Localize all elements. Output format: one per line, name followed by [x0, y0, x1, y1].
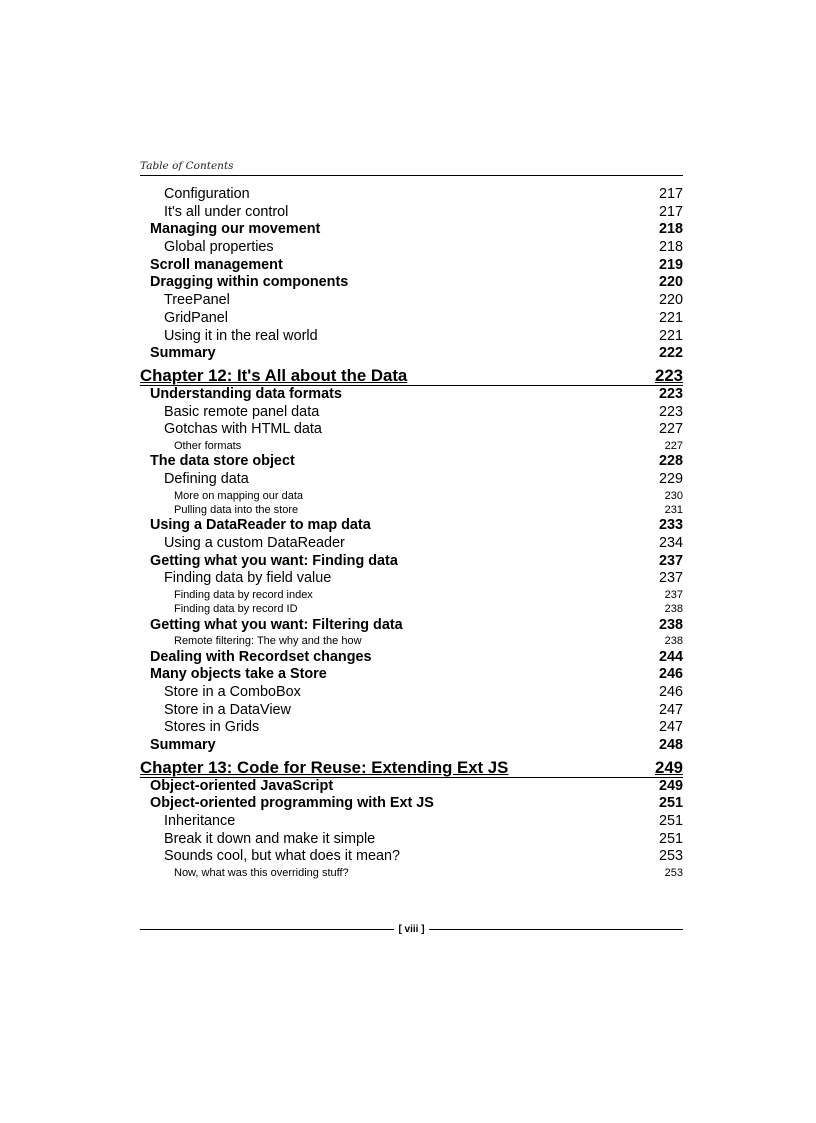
toc-entry-page: 237 [658, 552, 683, 569]
toc-entry-page: 233 [658, 517, 683, 534]
running-header: Table of Contents [140, 160, 234, 172]
toc-entry-page: 220 [658, 292, 683, 309]
toc-entry[interactable] [140, 274, 683, 292]
toc-entry-page: 247 [658, 701, 683, 718]
toc-entry-title: Using it in the real world [164, 327, 318, 344]
toc-entry-title: Many objects take a Store [150, 666, 327, 683]
toc-entry-title: Chapter 13: Code for Reuse: Extending Ext JS [140, 757, 509, 777]
toc-entry-page: 253 [664, 867, 683, 880]
toc-entry-page: 217 [658, 186, 683, 202]
toc-entry-title: Sounds cool, but what does it mean? [164, 848, 400, 865]
toc-entry-page: 234 [658, 534, 683, 551]
toc-entry-title: Finding data by field value [164, 570, 332, 587]
toc-entry-page: 244 [658, 648, 683, 665]
toc-entry-title: Pulling data into the store [174, 503, 299, 516]
toc-entry[interactable] [140, 719, 683, 737]
footer-rule-left [140, 929, 394, 930]
toc-entry[interactable] [140, 471, 683, 489]
toc-entry[interactable] [140, 602, 683, 616]
toc-entry[interactable] [140, 848, 683, 866]
toc-entry[interactable] [140, 737, 683, 755]
toc-entry-title: Using a DataReader to map data [150, 517, 371, 534]
toc-entry-page: 229 [658, 470, 683, 487]
toc-entry[interactable] [140, 866, 683, 880]
toc-entry-title: Chapter 12: It's All about the Data [140, 365, 408, 385]
toc-entry[interactable] [140, 204, 683, 222]
toc-entry-page: 251 [658, 795, 683, 812]
toc-entry-title: Global properties [164, 239, 274, 256]
toc-entry-page: 223 [658, 385, 683, 402]
toc-entry-page: 219 [658, 256, 683, 273]
footer-rule-right [429, 929, 683, 930]
toc-entry-page: 231 [664, 503, 683, 516]
toc-entry[interactable] [140, 795, 683, 813]
toc-entry[interactable] [140, 570, 683, 588]
toc-entry-page: 221 [658, 327, 683, 344]
toc-entry[interactable] [140, 292, 683, 310]
toc-entry[interactable] [140, 453, 683, 471]
toc-entry-page: 221 [658, 309, 683, 326]
page-number: [ viii ] [398, 923, 425, 935]
toc-entry-title: Object-oriented programming with Ext JS [150, 795, 434, 812]
toc-entry-page: 217 [658, 203, 683, 220]
toc-entry-page: 223 [658, 403, 683, 420]
toc-entry-page: 249 [655, 757, 683, 777]
toc-chapter-entry[interactable] [140, 367, 683, 386]
toc-entry-title: Break it down and make it simple [164, 830, 376, 847]
toc-entry-title: Now, what was this overriding stuff? [174, 867, 349, 880]
toc-entry-title: Dealing with Recordset changes [150, 648, 372, 665]
toc-entry-title: Gotchas with HTML data [164, 421, 322, 438]
toc-entry[interactable] [140, 186, 683, 204]
toc-entry-page: 218 [658, 239, 683, 256]
toc-entry-page: 228 [658, 453, 683, 470]
toc-entry-title: Summary [150, 736, 216, 753]
toc-entry-title: Summary [150, 345, 216, 362]
page-footer [140, 921, 683, 937]
toc-entry-title: Defining data [164, 470, 249, 487]
toc-entry[interactable] [140, 684, 683, 702]
toc-entry-title: The data store object [150, 453, 295, 470]
toc-entry-title: More on mapping our data [174, 489, 304, 502]
toc-entry-title: Configuration [164, 186, 250, 202]
toc-entry-title: Store in a ComboBox [164, 683, 301, 700]
toc-entry-page: 253 [658, 848, 683, 865]
toc-entry-title: Using a custom DataReader [164, 534, 345, 551]
toc-entry-page: 230 [664, 489, 683, 502]
header-rule [140, 175, 683, 176]
toc-entry-title: Store in a DataView [164, 701, 291, 718]
toc-entry[interactable] [140, 535, 683, 553]
table-of-contents [140, 186, 683, 880]
toc-entry-title: Stores in Grids [164, 719, 260, 736]
toc-entry[interactable] [140, 649, 683, 667]
toc-entry-title: Inheritance [164, 813, 236, 830]
toc-entry[interactable] [140, 778, 683, 796]
toc-entry[interactable] [140, 345, 683, 363]
toc-entry-page: 248 [658, 736, 683, 753]
toc-entry[interactable] [140, 813, 683, 831]
toc-entry[interactable] [140, 831, 683, 849]
toc-entry-page: 218 [658, 221, 683, 238]
toc-entry[interactable] [140, 588, 683, 602]
toc-entry-title: Understanding data formats [150, 385, 342, 402]
toc-entry[interactable] [140, 328, 683, 346]
toc-entry[interactable] [140, 239, 683, 257]
toc-entry-title: TreePanel [164, 292, 230, 309]
toc-entry-page: 238 [664, 635, 683, 648]
toc-entry-page: 223 [655, 365, 683, 385]
toc-entry-page: 251 [658, 830, 683, 847]
toc-entry-title: Object-oriented JavaScript [150, 777, 334, 794]
toc-entry[interactable] [140, 702, 683, 720]
toc-entry[interactable] [140, 221, 683, 239]
toc-entry[interactable] [140, 553, 683, 571]
toc-chapter-entry[interactable] [140, 759, 683, 778]
toc-entry-title: Getting what you want: Finding data [150, 552, 398, 569]
toc-entry-title: Managing our movement [150, 221, 321, 238]
toc-entry-title: Getting what you want: Filtering data [150, 616, 403, 633]
toc-entry-title: Other formats [174, 439, 242, 452]
toc-entry-title: Remote filtering: The why and the how [174, 635, 362, 648]
toc-entry-title: Basic remote panel data [164, 403, 320, 420]
toc-entry-page: 246 [658, 666, 683, 683]
toc-entry-page: 220 [658, 274, 683, 291]
toc-entry[interactable] [140, 666, 683, 684]
toc-entry-title: GridPanel [164, 309, 228, 326]
toc-entry-title: Dragging within components [150, 274, 349, 291]
toc-entry-title: Finding data by record index [174, 588, 313, 601]
toc-entry[interactable] [140, 421, 683, 439]
toc-entry[interactable] [140, 257, 683, 275]
toc-entry-page: 237 [658, 570, 683, 587]
toc-entry-page: 249 [658, 777, 683, 794]
toc-entry[interactable] [140, 489, 683, 503]
toc-entry-page: 247 [658, 719, 683, 736]
toc-entry-page: 222 [658, 345, 683, 362]
toc-entry-title: Scroll management [150, 256, 283, 273]
toc-entry[interactable] [140, 310, 683, 328]
toc-entry-page: 238 [658, 616, 683, 633]
toc-entry-page: 238 [664, 603, 683, 616]
toc-entry-page: 227 [664, 439, 683, 452]
toc-entry-title: It's all under control [164, 203, 289, 220]
toc-entry-page: 246 [658, 683, 683, 700]
toc-entry[interactable] [140, 503, 683, 517]
toc-entry[interactable] [140, 386, 683, 404]
toc-entry[interactable] [140, 517, 683, 535]
toc-entry[interactable] [140, 404, 683, 422]
toc-entry-page: 251 [658, 813, 683, 830]
toc-entry[interactable] [140, 634, 683, 648]
toc-entry[interactable] [140, 617, 683, 635]
toc-entry-page: 227 [658, 421, 683, 438]
toc-entry-page: 237 [664, 588, 683, 601]
toc-entry-title: Finding data by record ID [174, 603, 298, 616]
toc-entry[interactable] [140, 439, 683, 453]
